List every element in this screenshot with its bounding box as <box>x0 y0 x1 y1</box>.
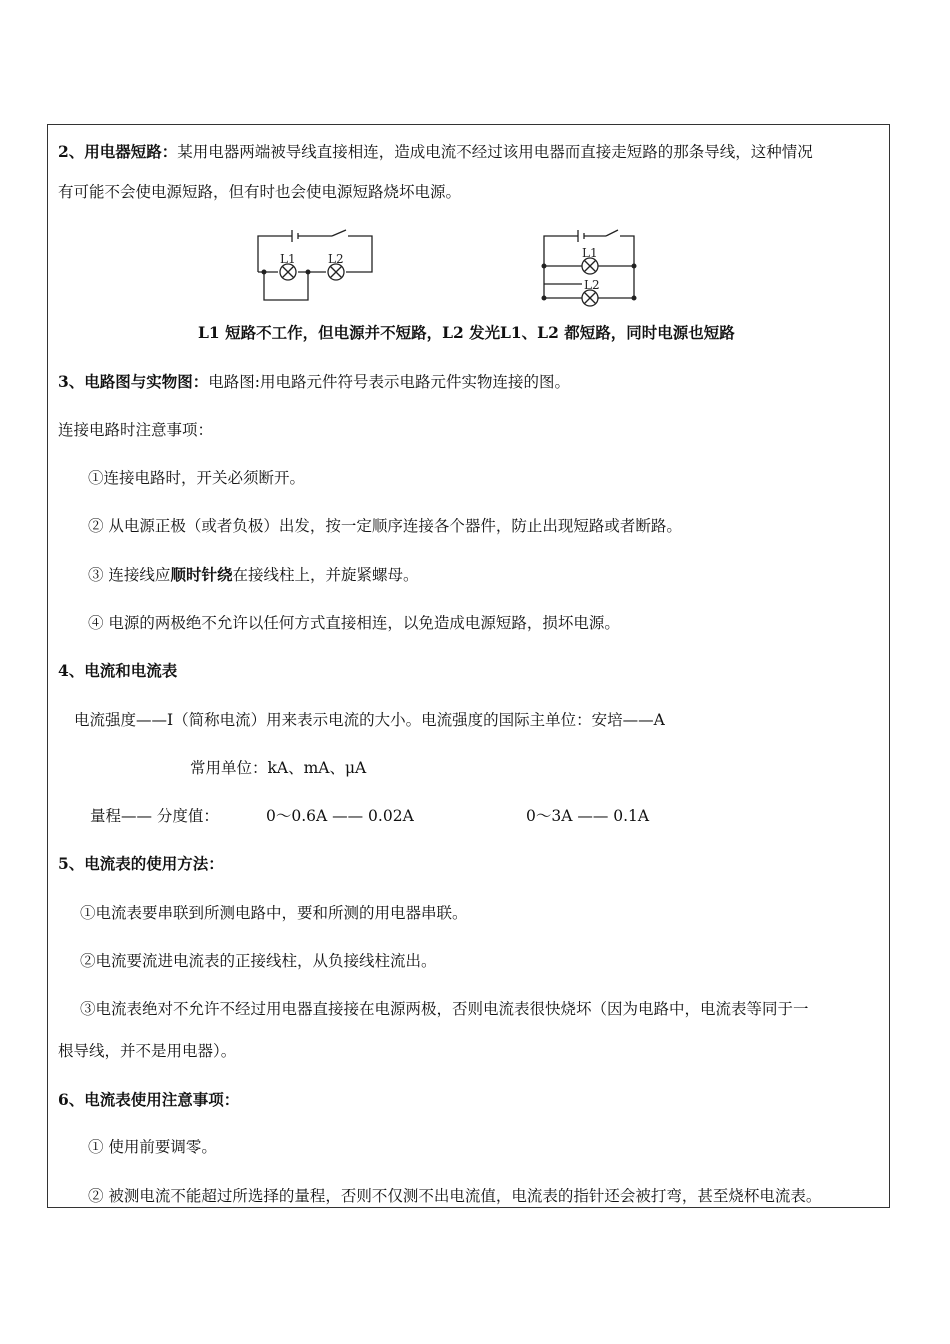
sec3-item4: ④ 电源的两极绝不允许以任何方式直接相连，以免造成电源短路，损坏电源。 <box>88 614 620 632</box>
sec2-heading: 2、用电器短路： <box>58 142 178 161</box>
diagram2-l2-label: L2 <box>584 278 600 292</box>
sec6-heading: 6、电流表使用注意事项： <box>58 1090 240 1109</box>
diagram2-l1-label: L1 <box>582 246 598 260</box>
sec3-item3-bold: 顺时针绕 <box>170 565 233 584</box>
diagram1-l2-label: L2 <box>328 252 344 266</box>
sec3-item3-c: 在接线柱上，并旋紧螺母。 <box>232 566 419 584</box>
sec3-item3-a: ③ 连接线应 <box>88 566 171 584</box>
sec4-line2: 常用单位：kA、mA、μA <box>190 759 367 777</box>
sec4-line1: 电流强度——I（简称电流）用来表示电流的大小。电流强度的国际主单位：安培——A <box>74 711 665 729</box>
sec5-item1: ①电流表要串联到所测电路中，要和所测的用电器串联。 <box>80 904 468 922</box>
sec4-heading: 4、电流和电流表 <box>58 661 178 680</box>
sec5-item3a: ③电流表绝对不允许不经过用电器直接接在电源两极，否则电流表很快烧坏（因为电路中，电流表等同于一 <box>80 1000 809 1018</box>
circuit-diagram-1 <box>250 226 380 310</box>
sec5-heading: 5、电流表的使用方法： <box>58 854 224 873</box>
sec3-line <box>58 372 570 392</box>
sec3-item2: ② 从电源正极（或者负极）出发，按一定顺序连接各个器件，防止出现短路或者断路。 <box>88 517 682 535</box>
sec4-range1: 0～0.6A —— 0.02A <box>266 807 414 825</box>
sec5-item3b: 根导线，并不是用电器）。 <box>58 1042 237 1060</box>
circuit-diagram-2 <box>536 226 646 320</box>
sec3-item3 <box>88 565 418 585</box>
sec2-text1: 某用电器两端被导线直接相连，造成电流不经过该用电器而直接走短路的那条导线，这种情况 <box>177 143 813 161</box>
sec5-item2: ②电流要流进电流表的正接线柱，从负接线柱流出。 <box>80 952 437 970</box>
sec3-heading: 3、电路图与实物图： <box>58 372 209 391</box>
sec6-item1: ① 使用前要调零。 <box>88 1138 217 1156</box>
diagram2-caption: L1、L2 都短路，同时电源也短路 <box>500 323 735 342</box>
diagram1-caption: L1 短路不工作，但电源并不短路，L2 发光 <box>198 323 501 342</box>
sec4-range-label: 量程—— 分度值： <box>90 807 219 825</box>
sec3-notes-title: 连接电路时注意事项： <box>58 421 214 439</box>
sec2-line1 <box>58 142 813 162</box>
diagram1-l1-label: L1 <box>280 252 296 266</box>
sec3-text: 电路图:用电路元件符号表示电路元件实物连接的图。 <box>208 373 571 391</box>
sec3-item1: ①连接电路时，开关必须断开。 <box>88 469 306 487</box>
sec6-item2: ② 被测电流不能超过所选择的量程，否则不仅测不出电流值，电流表的指针还会被打弯，甚至烧杯电流表。 <box>88 1187 822 1205</box>
sec4-range2: 0～3A —— 0.1A <box>526 807 650 825</box>
sec2-text2: 有可能不会使电源短路，但有时也会使电源短路烧坏电源。 <box>58 183 462 201</box>
